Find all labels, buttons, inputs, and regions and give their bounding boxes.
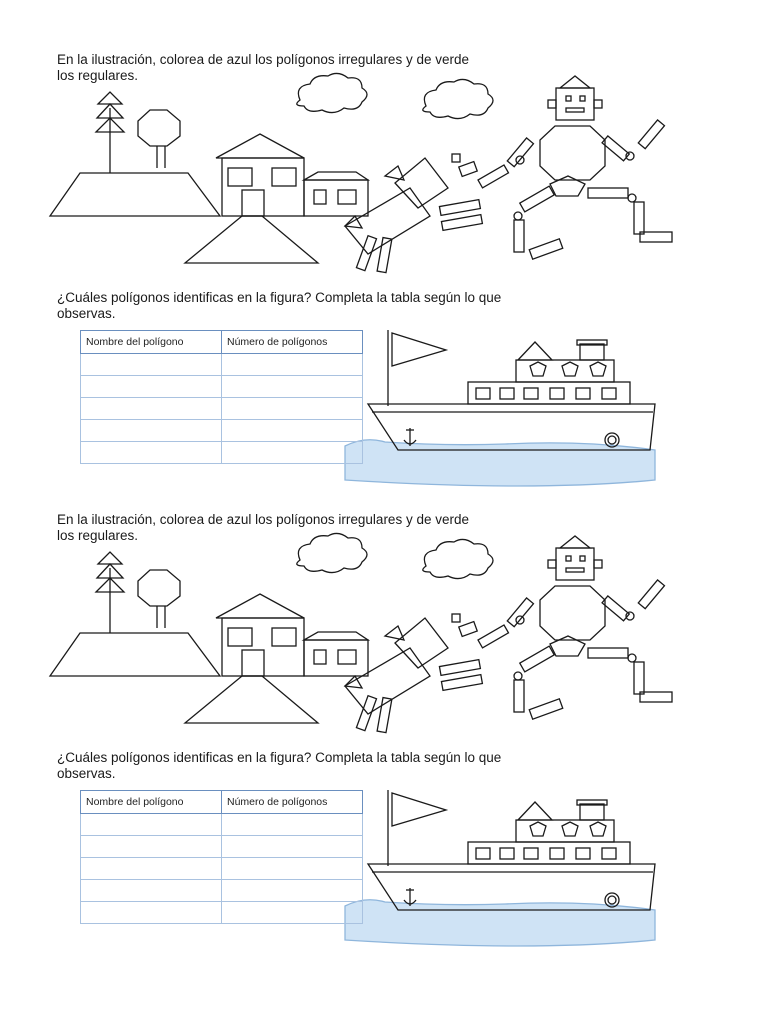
table-row [81,354,363,376]
worksheet-section-1 [0,48,768,503]
polygon-name-cell[interactable] [81,880,222,902]
polygon-count-cell[interactable] [222,880,363,902]
question-line-2: observas. [57,306,116,321]
header-polygon-name: Nombre del polígono [81,791,222,814]
table-row [81,442,363,464]
polygon-count-cell[interactable] [222,398,363,420]
table-row [81,398,363,420]
polygon-count-cell[interactable] [222,376,363,398]
house [216,594,368,676]
table-row [81,880,363,902]
worksheet-section-2 [0,508,768,963]
question-line-2: observas. [57,766,116,781]
instruction-line-1: En la ilustración, colorea de azul los polígonos irregulares y de verde [57,52,469,67]
cloud-left [297,533,367,572]
polygon-name-cell[interactable] [81,814,222,836]
pine-tree [96,92,124,173]
instruction-line-1: En la ilustración, colorea de azul los polígonos irregulares y de verde [57,512,469,527]
polygon-count-cell[interactable] [222,420,363,442]
path-triangle [185,676,318,723]
hill-shape [50,633,220,676]
pine-tree [96,552,124,633]
octagon-tree [138,570,180,628]
header-polygon-count: Número de polígonos [222,331,363,354]
polygon-count-cell[interactable] [222,836,363,858]
hill-shape [50,173,220,216]
polygon-count-cell[interactable] [222,814,363,836]
ship [345,790,655,946]
polygon-name-cell[interactable] [81,858,222,880]
polygon-name-cell[interactable] [81,836,222,858]
polygon-count-cell[interactable] [222,858,363,880]
table-row [81,902,363,924]
question-text [57,750,637,782]
table-header-row [81,331,363,354]
octagon-tree [138,110,180,168]
header-polygon-count: Número de polígonos [222,791,363,814]
dog [345,154,482,273]
cloud-left [297,73,367,112]
polygon-name-cell[interactable] [81,442,222,464]
question-text [57,290,637,322]
polygon-count-cell[interactable] [222,442,363,464]
table-row [81,858,363,880]
table-row [81,420,363,442]
robot [478,76,672,259]
instruction-line-2: los regulares. [57,528,139,543]
polygon-count-cell[interactable] [222,354,363,376]
polygon-count-cell[interactable] [222,902,363,924]
robot [478,536,672,719]
polygon-table [80,330,363,464]
polygon-name-cell[interactable] [81,354,222,376]
cloud-right [423,79,493,118]
table-row [81,376,363,398]
table-row [81,836,363,858]
table-row [81,814,363,836]
header-polygon-name: Nombre del polígono [81,331,222,354]
polygon-name-cell[interactable] [81,420,222,442]
dog [345,614,482,733]
polygon-name-cell[interactable] [81,376,222,398]
question-line-1: ¿Cuáles polígonos identificas en la figura? Completa la tabla según lo que [57,290,502,305]
ship [345,330,655,486]
instruction-line-2: los regulares. [57,68,139,83]
polygon-name-cell[interactable] [81,398,222,420]
polygon-name-cell[interactable] [81,902,222,924]
cloud-right [423,539,493,578]
house [216,134,368,216]
table-header-row [81,791,363,814]
question-line-1: ¿Cuáles polígonos identificas en la figura? Completa la tabla según lo que [57,750,502,765]
path-triangle [185,216,318,263]
polygon-table [80,790,363,924]
